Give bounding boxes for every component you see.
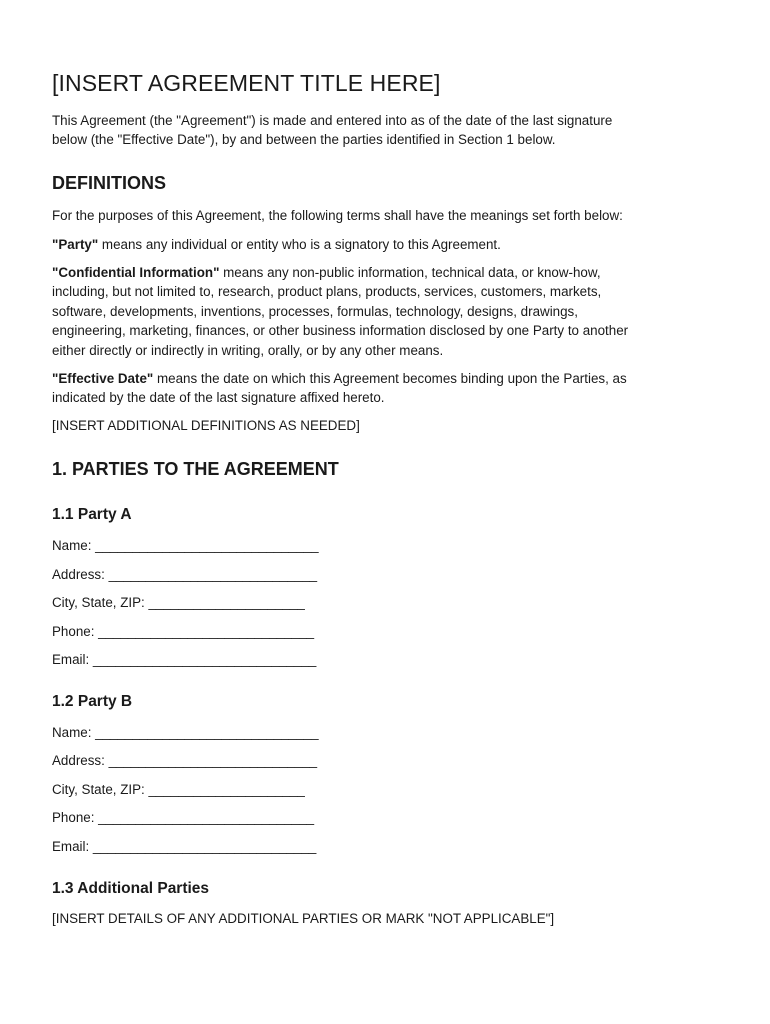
party-a-address-field[interactable]: Address: ____________________________ [52,567,318,582]
definitions-heading: DEFINITIONS [52,173,167,193]
definition-text: means any non-public information, technical data, or know-how, [219,265,601,280]
intro-line: This Agreement (the "Agreement") is made and entered into as of the date of the last signature [52,113,613,128]
party-b-heading: 1.2 Party B [52,693,133,710]
definitions-lead: For the purposes of this Agreement, the following terms shall have the meanings set forth below: [52,208,623,223]
definition-effective-date [52,369,717,408]
party-a-email-field[interactable]: Email: ______________________________ [52,652,317,667]
intro-line: below (the "Effective Date"), by and between the parties identified in Section 1 below. [52,132,556,148]
party-b-city-field[interactable]: City, State, ZIP: _____________________ [52,782,305,797]
definition-term: "Confidential Information" [52,265,220,280]
additional-parties-heading: 1.3 Additional Parties [52,880,210,897]
party-b-address-field[interactable]: Address: ____________________________ [52,753,318,768]
intro-paragraph [52,111,717,150]
party-b-email-field[interactable]: Email: ______________________________ [52,839,317,854]
party-a-phone-field[interactable]: Phone: _____________________________ [52,624,315,639]
definition-text: including, but not limited to, research, product plans, products, services, customers, markets, [52,284,602,300]
definition-term: "Effective Date" [52,371,154,386]
additional-parties-placeholder: [INSERT DETAILS OF ANY ADDITIONAL PARTIES OR MARK "NOT APPLICABLE"] [52,911,555,926]
party-a-city-field[interactable]: City, State, ZIP: _____________________ [52,595,305,610]
definition-term: "Party" [52,237,99,252]
section1-heading: 1. PARTIES TO THE AGREEMENT [52,459,339,479]
definition-text: means the date on which this Agreement becomes binding upon the Parties, as [153,371,627,386]
agreement-title: [INSERT AGREEMENT TITLE HERE] [52,70,441,96]
definition-text: either directly or indirectly in writing, orally, or by any other means. [52,342,444,358]
definition-text: means any individual or entity who is a signatory to this Agreement. [98,237,501,252]
definition-text: engineering, marketing, finances, or other business information disclosed by one Party to another [52,323,629,339]
definition-text: indicated by the date of the last signature affixed hereto. [52,390,385,406]
definition-text: software, developments, inventions, processes, formulas, technology, designs, drawings, [52,303,578,319]
party-a-name-field[interactable]: Name: ______________________________ [52,538,319,553]
party-b-phone-field[interactable]: Phone: _____________________________ [52,810,315,825]
party-a-heading: 1.1 Party A [52,506,132,523]
definition-party [52,235,717,254]
definition-confidential-information [52,263,717,360]
party-b-name-field[interactable]: Name: ______________________________ [52,725,319,740]
additional-definitions-placeholder: [INSERT ADDITIONAL DEFINITIONS AS NEEDED] [52,418,360,433]
